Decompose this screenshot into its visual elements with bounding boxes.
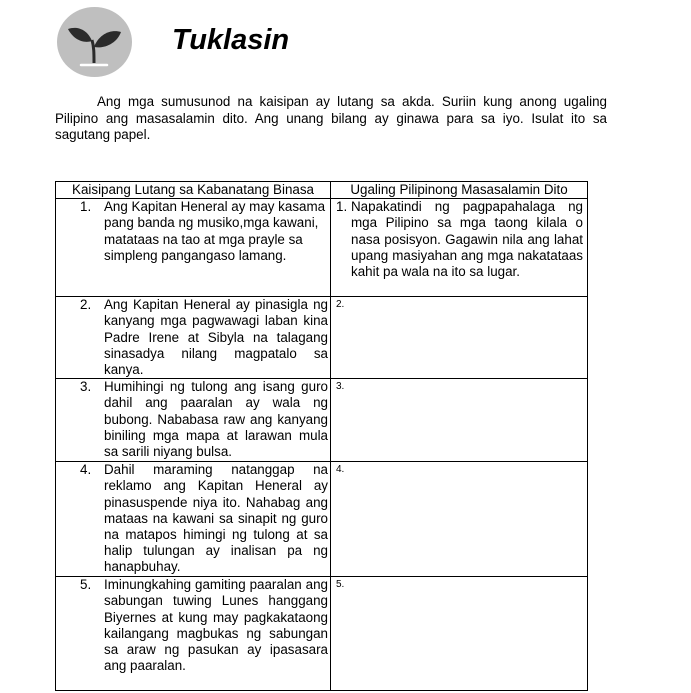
answer-text: Napakatindi ng pagpapahalaga ng mga Pilipino sa mga taong kilala o nasa posisyon. Gagawin nila ang lahat upang masiyahan ang mga nakatataas kahit pa wala na ito sa lugar. bbox=[351, 199, 583, 280]
page-title: Tuklasin bbox=[172, 24, 290, 56]
answer-text bbox=[351, 462, 583, 478]
answer-number: 5. bbox=[336, 579, 345, 591]
column-header-kaisipan: Kaisipang Lutang sa Kabanatang Binasa bbox=[56, 182, 331, 199]
item-number: 1. bbox=[80, 199, 92, 215]
answer-number: 1. bbox=[336, 199, 348, 215]
answer-number: 4. bbox=[336, 464, 345, 476]
instructions-paragraph: Ang mga sumusunod na kaisipan ay lutang sa akda. Suriin kung anong ugaling Pilipino ang masasalamin dito. Ang unang bilang ay ginawa para sa iyo. Isulat ito sa sagutang papel. bbox=[55, 94, 607, 142]
kaisipan-text: Ang Kapitan Heneral ay may kasama pang banda ng musiko,mga kawani, matataas na tao at mga prayle sa simpleng pangangaso lamang. bbox=[104, 199, 326, 263]
table-row bbox=[56, 379, 588, 462]
plant-sprout-icon bbox=[57, 7, 132, 77]
kaisipan-cell bbox=[56, 462, 331, 577]
kaisipan-cell bbox=[56, 297, 331, 379]
answer-number: 3. bbox=[336, 381, 345, 393]
column-header-ugali: Ugaling Pilipinong Masasalamin Dito bbox=[331, 182, 588, 199]
item-number: 5. bbox=[80, 577, 92, 593]
kaisipan-text: Iminungkahing gamiting paaralan ang sabungan tuwing Lunes hanggang Biyernes at kung may pagkakataong kailangang magbukas ng sabungan sa araw ng pasukan ay ipasasara ang paaralan. bbox=[104, 577, 328, 674]
kaisipan-text: Humihingi ng tulong ang isang guro dahil ang paaralan ay wala ng bubong. Nababasa raw ang kanyang biniling mga mapa at larawan mula sa sarili niyang bulsa. bbox=[104, 379, 328, 460]
answer-cell[interactable] bbox=[331, 577, 588, 691]
kaisipan-text: Dahil maraming natanggap na reklamo ang Kapitan Heneral ay pinasuspende niya ito. Nahabag ang mataas na kawani sa sinapit ng guro na matapos himingi ng tulong at sa halip tulungan ay inalisan pa ng hanapbuhay. bbox=[104, 462, 328, 575]
analysis-table bbox=[55, 181, 588, 691]
item-number: 4. bbox=[80, 462, 92, 478]
answer-text bbox=[351, 379, 583, 395]
kaisipan-cell bbox=[56, 577, 331, 691]
table-row bbox=[56, 577, 588, 691]
item-number: 2. bbox=[80, 297, 92, 313]
answer-cell[interactable] bbox=[331, 297, 588, 379]
answer-cell[interactable] bbox=[331, 379, 588, 462]
table-row bbox=[56, 462, 588, 577]
kaisipan-text: Ang Kapitan Heneral ay pinasigla ng kanyang mga pagwawagi laban kina Padre Irene at Sibyla na talagang sinasadya nilang magpatalo sa kanya. bbox=[104, 297, 328, 378]
answer-cell[interactable] bbox=[331, 199, 588, 297]
item-number: 3. bbox=[80, 379, 92, 395]
table-row bbox=[56, 199, 588, 297]
kaisipan-cell bbox=[56, 379, 331, 462]
answer-number: 2. bbox=[336, 299, 345, 311]
table-header-row bbox=[56, 182, 588, 199]
answer-text bbox=[351, 577, 583, 593]
logo-badge bbox=[57, 7, 132, 77]
table-row bbox=[56, 297, 588, 379]
answer-text bbox=[351, 297, 583, 313]
kaisipan-cell bbox=[56, 199, 331, 297]
answer-cell[interactable] bbox=[331, 462, 588, 577]
